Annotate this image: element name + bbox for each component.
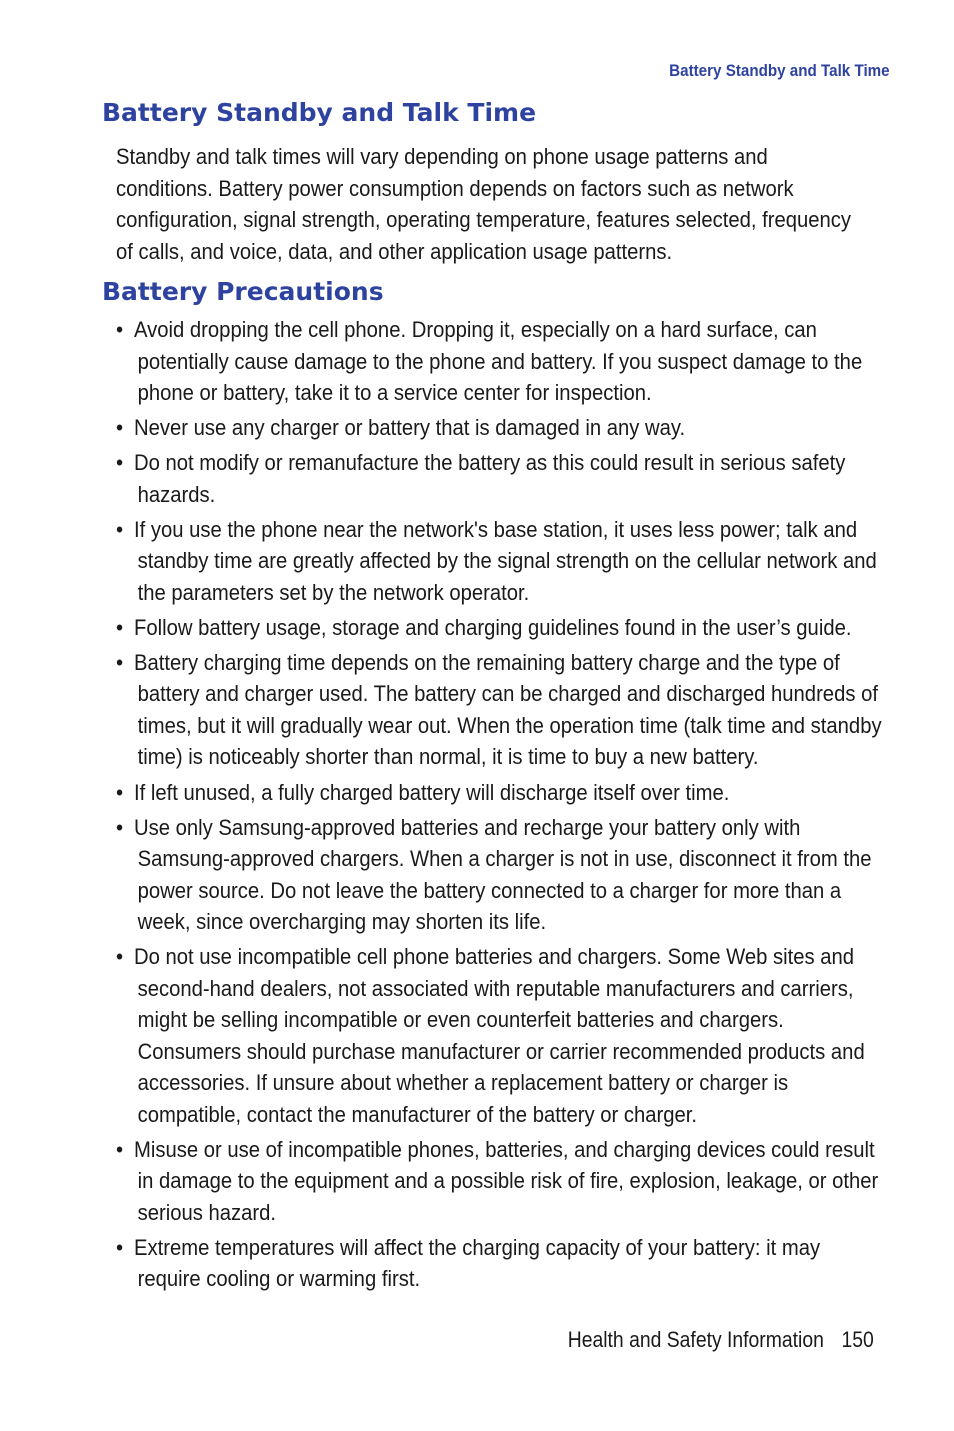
bullet-glyph: • (116, 317, 124, 342)
list-item (116, 1232, 886, 1295)
list-item (116, 777, 886, 809)
list-item (116, 1134, 886, 1229)
list-item (116, 447, 886, 510)
bullet-glyph: • (116, 450, 124, 476)
bullet-glyph: • (116, 415, 124, 441)
list-item (116, 647, 886, 773)
list-item-text: Never use any charger or battery that is damaged in any way. (134, 415, 686, 441)
list-item-text: If left unused, a fully charged battery will discharge itself over time. (134, 779, 730, 805)
list-item-text: Do not modify or remanufacture the battery as this could result in serious safety hazards. (134, 450, 846, 507)
footer-section-title: Health and Safety Information (567, 1327, 825, 1352)
section-heading-standby: Battery Standby and Talk Time (102, 98, 537, 127)
bullet-glyph: • (116, 516, 124, 542)
bullet-glyph: • (116, 944, 124, 970)
bullet-glyph: • (116, 779, 124, 805)
list-item-text: Misuse or use of incompatible phones, batteries, and charging devices could result in damage to the equipment and a possible risk of fire, explosion, leakage, or other serious hazard. (134, 1136, 879, 1225)
precautions-list (116, 314, 886, 1299)
page-number: 150 (841, 1327, 874, 1352)
list-item-text: If you use the phone near the network's base station, it uses less power; talk and standby time are greatly affected by the signal strength on the cellular network and the parameters set by the network operator. (134, 516, 877, 605)
list-item (116, 514, 886, 609)
list-item (116, 941, 886, 1130)
standby-paragraph: Standby and talk times will vary depending on phone usage patterns and conditions. Battery power consumption depends on factors such as network configuration, signal strength, operating temperature, features selected, frequency of calls, and voice, data, and other application usage patterns. (116, 144, 852, 264)
running-header: Battery Standby and Talk Time (669, 62, 890, 80)
bullet-glyph: • (116, 1136, 124, 1162)
list-item-text: Battery charging time depends on the remaining battery charge and the type of battery and charger used. The battery can be charged and discharged hundreds of times, but it will gradually wear out. When the operation time (talk time and standby time) is noticeably shorter than normal, it is time to buy a new battery. (134, 649, 882, 770)
bullet-glyph: • (116, 1234, 124, 1260)
bullet-glyph: • (116, 614, 124, 640)
list-item (116, 812, 886, 938)
bullet-glyph: • (116, 814, 124, 840)
list-item-text: Follow battery usage, storage and charging guidelines found in the user’s guide. (134, 614, 852, 640)
section-heading-precautions: Battery Precautions (102, 277, 384, 306)
list-item-text: Avoid dropping the cell phone. Dropping it, especially on a hard surface, can potentially cause damage to the phone and battery. If you suspect damage to the phone or battery, take it to a service center for inspection. (134, 317, 863, 405)
list-item (116, 612, 886, 644)
list-item-text: Do not use incompatible cell phone batteries and chargers. Some Web sites and second-hand dealers, not associated with reputable manufacturers and carriers, might be selling incompatible or even counterfeit batteries and chargers. Consumers should purchase manufacturer or carrier recommended products and accessories. If unsure about whether a replacement battery or charger is compatible, contact the manufacturer of the battery or charger. (134, 944, 865, 1127)
page-footer (568, 1327, 874, 1353)
bullet-glyph: • (116, 649, 124, 675)
list-item-text: Use only Samsung-approved batteries and recharge your battery only with Samsung-approved chargers. When a charger is not in use, disconnect it from the power source. Do not leave the battery connected to a charger for more than a week, since overcharging may shorten its life. (134, 814, 872, 935)
list-item (116, 314, 886, 409)
list-item-text: Extreme temperatures will affect the charging capacity of your battery: it may require cooling or warming first. (134, 1234, 821, 1292)
list-item (116, 412, 886, 444)
